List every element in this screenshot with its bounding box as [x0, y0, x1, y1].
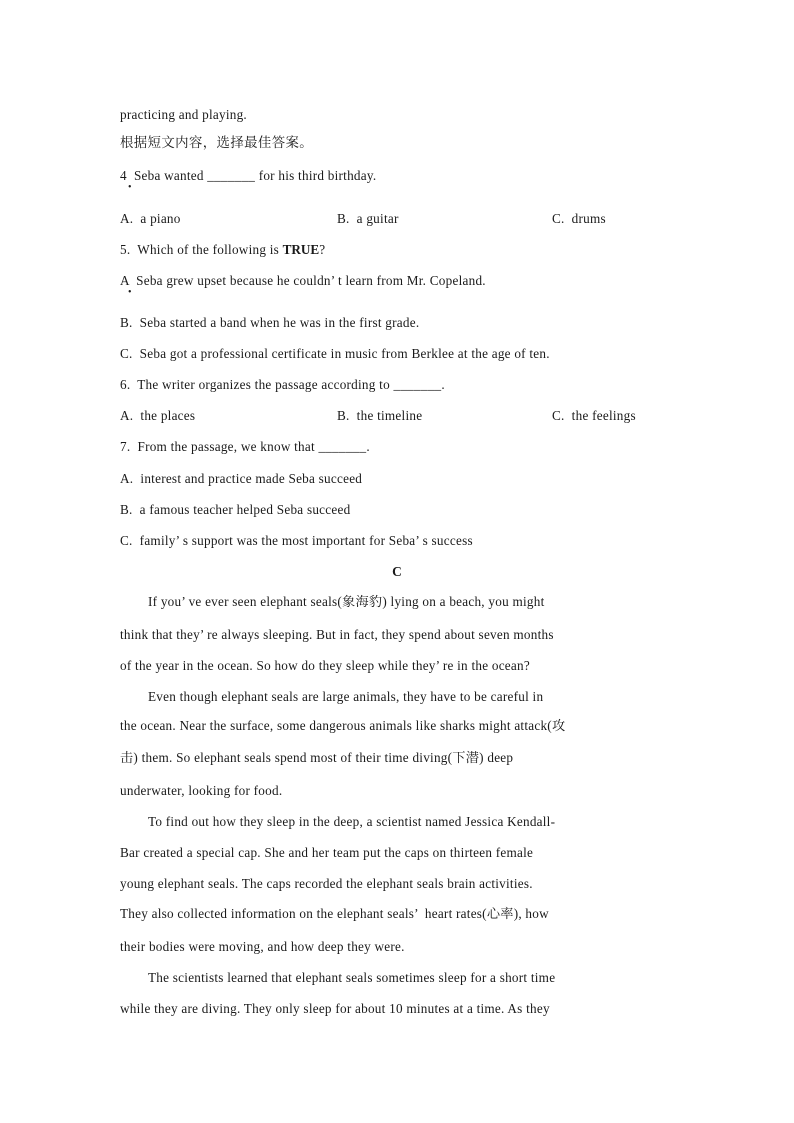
question-4-stem: 4 Seba wanted _______ for his third birthday. — [120, 168, 377, 183]
question-4-option-b: B. a guitar — [337, 211, 399, 226]
question-5-stem-text: 5. Which of the following is — [120, 242, 283, 257]
passage-line: The scientists learned that elephant seals sometimes sleep for a short time — [148, 970, 556, 985]
question-5-option-a: A Seba grew upset because he couldn’ t learn from Mr. Copeland. — [120, 273, 486, 288]
passage-line: To find out how they sleep in the deep, a scientist named Jessica Kendall- — [148, 814, 556, 829]
question-4-option-c: C. drums — [552, 211, 606, 226]
question-7-option-b: B. a famous teacher helped Seba succeed — [120, 502, 351, 517]
question-4-option-a: A. a piano — [120, 211, 181, 226]
question-6-option-c: C. the feelings — [552, 408, 636, 423]
question-7-option-a: A. interest and practice made Seba succeed — [120, 471, 363, 486]
bullet-dot: • — [128, 287, 132, 298]
question-6-option-a: A. the places — [120, 408, 196, 423]
question-6-option-b: B. the timeline — [337, 408, 423, 423]
question-7-stem: 7. From the passage, we know that _______. — [120, 439, 370, 454]
passage-line: If you’ ve ever seen elephant seals(象海豹) lying on a beach, you might — [148, 594, 545, 609]
question-6-stem: 6. The writer organizes the passage according to _______. — [120, 377, 445, 392]
passage-line: think that they’ re always sleeping. But in fact, they spend about seven months — [120, 627, 554, 642]
passage-line: of the year in the ocean. So how do they sleep while they’ re in the ocean? — [120, 658, 530, 673]
passage-line: Bar created a special cap. She and her team put the caps on thirteen female — [120, 845, 534, 860]
passage-line: their bodies were moving, and how deep they were. — [120, 939, 405, 954]
bullet-dot: • — [128, 182, 132, 193]
question-5-stem-emphasis: TRUE — [282, 242, 320, 257]
question-5-option-b: B. Seba started a band when he was in the first grade. — [120, 315, 420, 330]
question-5-option-c: C. Seba got a professional certificate in music from Berklee at the age of ten. — [120, 346, 550, 361]
passage-line: 击) them. So elephant seals spend most of their time diving(下潜) deep — [120, 750, 514, 765]
passage-line: They also collected information on the elephant seals’ heart rates(心率), how — [120, 906, 549, 921]
passage-line: the ocean. Near the surface, some dangerous animals like sharks might attack(攻 — [120, 718, 566, 733]
passage-line: underwater, looking for food. — [120, 783, 283, 798]
passage-line: young elephant seals. The caps recorded the elephant seals brain activities. — [120, 876, 533, 891]
passage-line: while they are diving. They only sleep for about 10 minutes at a time. As they — [120, 1001, 550, 1016]
intro-line: practicing and playing. — [120, 107, 247, 122]
section-heading: C — [392, 564, 402, 579]
passage-line: Even though elephant seals are large animals, they have to be careful in — [148, 689, 544, 704]
instruction-line: 根据短文内容，选择最佳答案。 — [120, 136, 314, 151]
question-5-stem-mark: ? — [319, 242, 326, 257]
question-7-option-c: C. family’ s support was the most important for Seba’ s success — [120, 533, 473, 548]
question-5-stem — [120, 242, 325, 258]
